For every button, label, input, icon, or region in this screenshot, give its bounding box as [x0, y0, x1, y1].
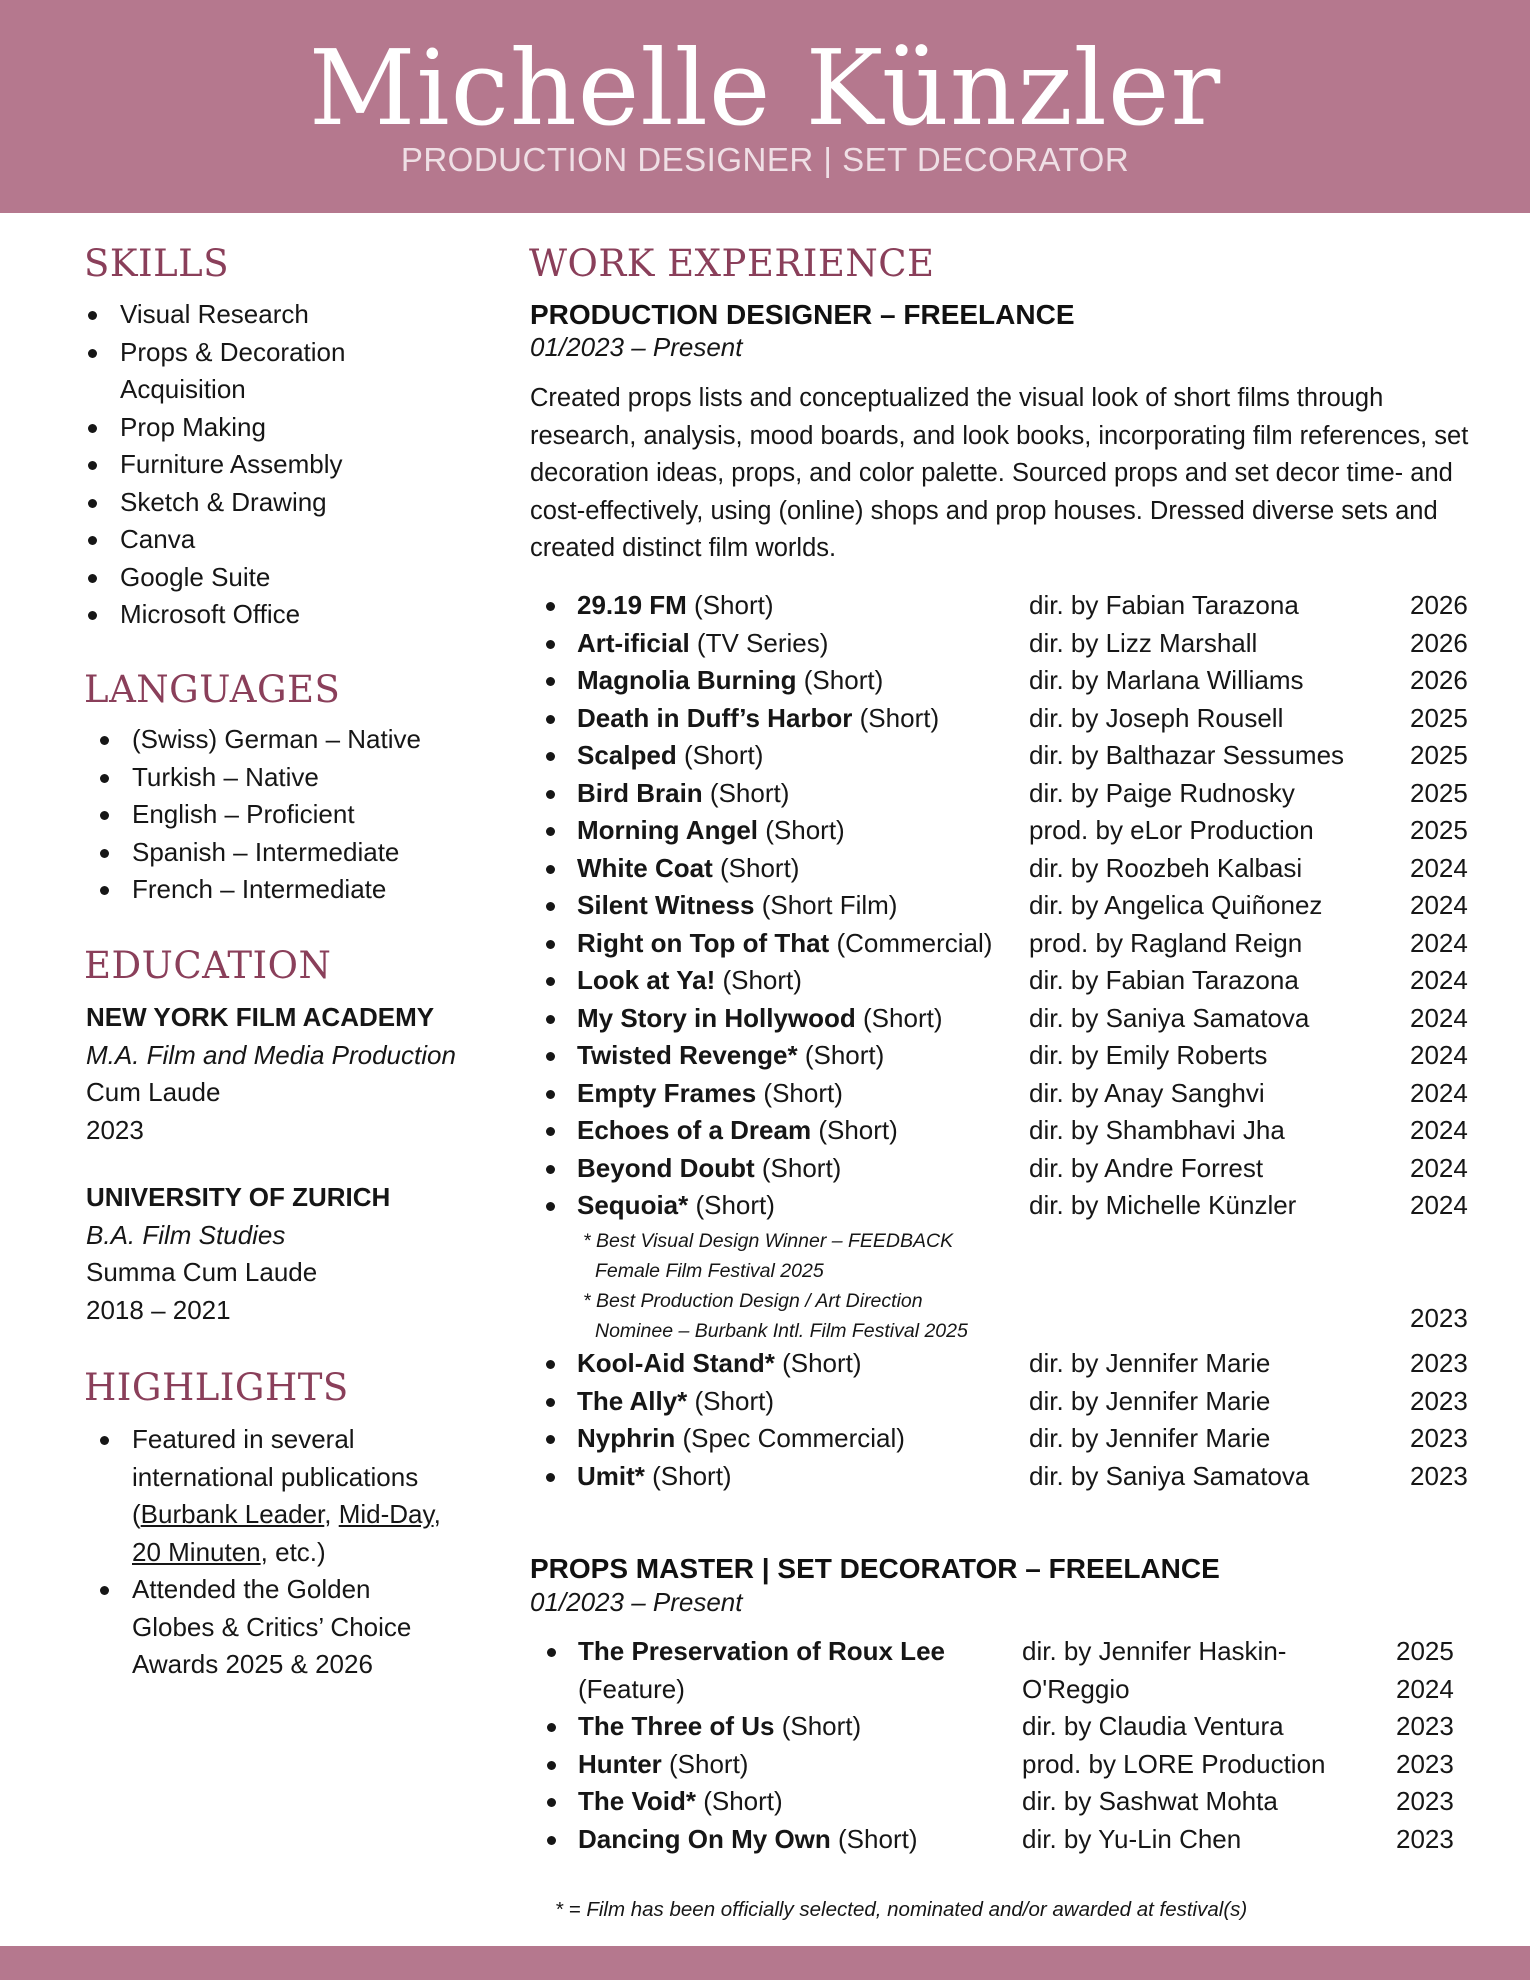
credit-year: 2023	[1410, 1423, 1468, 1453]
credit-director: prod. by Ragland Reign	[1029, 927, 1303, 958]
credit-row	[530, 925, 1490, 963]
credit-director: dir. by Jennifer Marie	[1029, 1423, 1271, 1453]
skill-item: Sketch & Drawing	[84, 484, 484, 522]
credit-row	[530, 1037, 1490, 1075]
bullet-dot	[546, 1360, 555, 1369]
film-type: (Short)	[676, 740, 764, 770]
language-item: English – Proficient	[96, 796, 496, 834]
props-credits-list	[530, 1633, 1490, 1858]
school-name: UNIVERSITY OF ZURICH	[86, 1182, 391, 1212]
bullet-dot	[546, 865, 555, 874]
language-item: Turkish – Native	[96, 759, 496, 797]
credit-row	[530, 850, 1490, 888]
credit-director: prod. by LORE Production	[1022, 1748, 1326, 1779]
film-title: Hunter	[578, 1748, 662, 1779]
credit-title	[577, 1420, 905, 1458]
film-title: Silent Witness	[577, 890, 755, 920]
credit-year: 2025	[1410, 740, 1468, 770]
film-title: The Void*	[578, 1786, 696, 1816]
highlights-list	[96, 1421, 516, 1684]
credit-year: 2024	[1410, 852, 1468, 883]
person-name: Michelle Künzler	[308, 27, 1222, 149]
credit-title	[577, 587, 774, 625]
credit-row	[530, 587, 1490, 625]
credit-title	[578, 1746, 748, 1784]
bullet-dot	[547, 1648, 556, 1657]
credit-year: 2024	[1410, 1115, 1468, 1145]
credit-year: 2026	[1410, 590, 1468, 620]
film-type: (Short)	[754, 1152, 842, 1183]
credit-title	[577, 812, 845, 850]
bullet-dot	[547, 1836, 556, 1845]
job-date: 01/2023 – Present	[530, 332, 743, 362]
job-role: PRODUCTION DESIGNER | SET DECORATOR	[400, 141, 1130, 178]
bullet-dot	[546, 1052, 555, 1061]
language-item: French – Intermediate	[96, 871, 496, 909]
skill-item: Visual Research	[84, 296, 484, 334]
credit-year: 2024	[1410, 927, 1468, 958]
bullet-dot	[546, 640, 555, 649]
bullet-dot	[546, 1015, 555, 1024]
job-description: Created props lists and conceptualized the visual look of short films through research, analysis, mood boards, and look books, incorporating film references, set decoration ideas, props, and color palette. Sourced props and set decor time- and cost-effectively, using (online) shops and prop houses. Dressed diverse sets and created distinct film worlds.	[530, 384, 1469, 562]
film-title: Bird Brain	[577, 777, 703, 808]
credit-row	[530, 1420, 1490, 1458]
credit-director: dir. by Angelica Quiñonez	[1029, 890, 1323, 920]
film-type: (TV Series)	[689, 627, 829, 658]
credit-director: dir. by Lizz Marshall	[1029, 627, 1258, 658]
film-title: Kool-Aid Stand*	[577, 1348, 775, 1378]
years: 2018 – 2021	[86, 1294, 231, 1325]
credit-director: dir. by Shambhavi Jha	[1029, 1115, 1285, 1145]
film-type: (Short)	[695, 1786, 783, 1816]
20-minuten-link[interactable]: 20 Minuten	[132, 1536, 261, 1567]
education-heading: EDUCATION	[84, 944, 332, 987]
credit-row	[530, 1783, 1490, 1821]
credit-row	[530, 1671, 1490, 1709]
footer-banner	[0, 1946, 1530, 1980]
credit-year: 2024	[1410, 1190, 1468, 1220]
credit-title	[578, 1783, 783, 1821]
credit-title	[577, 1037, 884, 1075]
film-type: (Short)	[774, 1711, 862, 1741]
credit-director: dir. by Sashwat Mohta	[1022, 1786, 1278, 1816]
award-note: Female Film Festival 2025	[595, 1260, 824, 1282]
bullet-dot	[546, 715, 555, 724]
credit-director: prod. by eLor Production	[1029, 815, 1314, 845]
credit-director: dir. by Joseph Rousell	[1029, 702, 1284, 733]
credit-row	[530, 1345, 1490, 1383]
note-year: 2023	[1410, 1303, 1468, 1333]
film-type: (Short)	[688, 1190, 775, 1220]
credit-year: 2025	[1410, 702, 1468, 733]
credit-director: dir. by Balthazar Sessumes	[1029, 740, 1345, 770]
credit-director: dir. by Andre Forrest	[1029, 1152, 1264, 1183]
credit-year: 2023	[1410, 1385, 1468, 1416]
award-note: Nominee – Burbank Intl. Film Festival 2025	[595, 1320, 968, 1342]
film-type: (Feature)	[578, 1673, 685, 1704]
credit-year: 2023	[1396, 1786, 1454, 1816]
credit-row	[530, 1458, 1490, 1496]
credit-year: 2025	[1410, 777, 1468, 808]
bullet-dot	[546, 602, 555, 611]
bullet-dot	[546, 752, 555, 761]
credit-title	[577, 1345, 862, 1383]
header-banner	[0, 0, 1530, 213]
skill-item: Furniture Assembly	[84, 446, 484, 484]
film-type: (Short)	[855, 1002, 943, 1033]
credit-year: 2023	[1410, 1348, 1468, 1378]
film-type: (Spec Commercial)	[675, 1423, 905, 1453]
credit-title	[578, 1708, 861, 1746]
credit-title	[577, 1075, 843, 1113]
credit-year: 2023	[1396, 1823, 1454, 1854]
film-title: Magnolia Burning	[577, 665, 797, 695]
languages-heading: LANGUAGES	[84, 668, 341, 711]
languages-list	[96, 721, 496, 909]
film-title: Morning Angel	[577, 815, 759, 845]
credit-title	[577, 775, 789, 813]
work-experience-heading: WORK EXPERIENCE	[529, 242, 935, 285]
film-type: (Short)	[797, 1040, 885, 1070]
skill-item: Microsoft Office	[84, 596, 484, 634]
skills-list	[84, 296, 484, 634]
film-title: Scalped	[577, 740, 677, 770]
film-type: (Short)	[758, 815, 845, 845]
credit-director: dir. by Anay Sanghvi	[1029, 1077, 1265, 1108]
credit-year: 2023	[1396, 1711, 1454, 1741]
bullet-dot	[546, 1127, 555, 1136]
film-title: Empty Frames	[577, 1077, 757, 1108]
credit-year: 2024	[1410, 1077, 1468, 1108]
film-title: Umit*	[577, 1460, 645, 1491]
credit-title	[577, 1000, 942, 1038]
credit-year: 2024	[1410, 965, 1468, 995]
education-school-1	[86, 999, 506, 1149]
credit-title	[577, 625, 828, 663]
credit-director: dir. by Claudia Ventura	[1022, 1711, 1284, 1741]
credit-year: 2025	[1410, 815, 1468, 845]
credit-row	[530, 1383, 1490, 1421]
language-item: Spanish – Intermediate	[96, 834, 496, 872]
film-title: 29.19 FM	[577, 590, 687, 620]
credit-title	[577, 962, 802, 1000]
job-title-props-master: PROPS MASTER | SET DECORATOR – FREELANCE	[530, 1553, 1220, 1584]
credit-row	[530, 737, 1490, 775]
film-type: (Short)	[796, 665, 884, 695]
credits-list	[530, 587, 1490, 1225]
credit-year: 2023	[1396, 1748, 1454, 1779]
degree: M.A. Film and Media Production	[86, 1039, 456, 1070]
credit-year: 2023	[1410, 1460, 1468, 1491]
credit-director: dir. by Jennifer Haskin-	[1022, 1636, 1287, 1666]
bullet-dot	[546, 902, 555, 911]
credit-row	[530, 1187, 1490, 1225]
credit-title	[577, 925, 992, 963]
credit-director: O'Reggio	[1022, 1673, 1130, 1704]
bullet-dot	[546, 1202, 555, 1211]
film-type: (Short)	[702, 777, 790, 808]
credit-title	[577, 1187, 775, 1225]
bullet-dot	[547, 1723, 556, 1732]
film-title: Beyond Doubt	[577, 1152, 755, 1183]
degree: B.A. Film Studies	[86, 1219, 286, 1250]
credit-title	[578, 1633, 945, 1671]
film-type: (Short)	[687, 1385, 774, 1416]
film-title: Nyphrin	[577, 1423, 676, 1453]
credit-director: dir. by Emily Roberts	[1029, 1040, 1268, 1070]
film-title: Sequoia*	[577, 1190, 689, 1220]
footnote: * = Film has been officially selected, nominated and/or awarded at festival(s)	[555, 1898, 1248, 1921]
credit-year: 2024	[1410, 1040, 1468, 1070]
skill-item-text: Acquisition	[120, 374, 246, 404]
credit-row	[530, 1150, 1490, 1188]
film-title: Dancing On My Own	[578, 1823, 831, 1854]
credit-year: 2024	[1396, 1673, 1454, 1704]
credit-row	[530, 1633, 1490, 1671]
credit-row	[530, 887, 1490, 925]
film-type: (Short)	[811, 1115, 898, 1145]
job-date: 01/2023 – Present	[530, 1587, 743, 1617]
school-name: NEW YORK FILM ACADEMY	[86, 1002, 435, 1032]
credit-director: dir. by Yu-Lin Chen	[1022, 1823, 1242, 1854]
bullet-dot	[546, 790, 555, 799]
credit-title	[577, 700, 939, 738]
credit-row	[530, 1708, 1490, 1746]
credit-title	[577, 1458, 732, 1496]
skill-item: Canva	[84, 521, 484, 559]
bullet-dot	[546, 977, 555, 986]
credit-director: dir. by Paige Rudnosky	[1029, 777, 1295, 808]
film-type: (Short)	[830, 1823, 918, 1854]
bullet-dot	[546, 1435, 555, 1444]
credit-row	[530, 625, 1490, 663]
film-title: Echoes of a Dream	[577, 1115, 812, 1145]
film-title: Art-ificial	[577, 627, 690, 658]
credit-director: dir. by Marlana Williams	[1029, 665, 1304, 695]
film-type: (Short)	[644, 1460, 732, 1491]
credit-title	[577, 662, 883, 700]
credit-year: 2024	[1410, 890, 1468, 920]
credit-row	[530, 700, 1490, 738]
credit-year: 2024	[1410, 1002, 1468, 1033]
years: 2023	[86, 1114, 144, 1145]
credit-row	[530, 775, 1490, 813]
film-type: (Short Film)	[754, 890, 898, 920]
credit-year: 2024	[1410, 1152, 1468, 1183]
film-title: My Story in Hollywood	[577, 1002, 856, 1033]
film-type: (Short)	[774, 1348, 862, 1378]
film-type: (Short)	[715, 965, 802, 995]
bullet-dot	[546, 1398, 555, 1407]
film-type: (Short)	[712, 852, 800, 883]
bullet-dot	[546, 677, 555, 686]
credit-director: dir. by Roozbeh Kalbasi	[1029, 852, 1303, 883]
bullet-dot	[546, 1473, 555, 1482]
credits-list	[530, 1345, 1490, 1495]
film-title: White Coat	[577, 852, 713, 883]
film-title: The Three of Us	[578, 1711, 775, 1741]
bullet-dot	[547, 1761, 556, 1770]
film-title: Twisted Revenge*	[577, 1040, 798, 1070]
credit-title	[578, 1821, 917, 1859]
credit-year: 2025	[1396, 1636, 1454, 1666]
credit-row	[530, 812, 1490, 850]
credit-director: dir. by Saniya Samatova	[1029, 1460, 1310, 1491]
film-type: (Short)	[686, 590, 774, 620]
bullet-dot	[546, 940, 555, 949]
highlights-heading: HIGHLIGHTS	[84, 1366, 349, 1409]
credit-title	[577, 1150, 841, 1188]
skill-item: Prop Making	[84, 409, 484, 447]
credit-director: dir. by Fabian Tarazona	[1029, 965, 1299, 995]
bullet-dot	[547, 1798, 556, 1807]
film-title: Look at Ya!	[577, 965, 716, 995]
film-title: Death in Duff’s Harbor	[577, 702, 853, 733]
burbank-leader-link[interactable]: Burbank Leader	[140, 1499, 325, 1529]
credit-row	[530, 1746, 1490, 1784]
credit-title	[577, 1112, 898, 1150]
credit-row	[530, 1112, 1490, 1150]
honor: Cum Laude	[86, 1077, 221, 1107]
credit-row	[530, 1075, 1490, 1113]
credit-director: dir. by Saniya Samatova	[1029, 1002, 1310, 1033]
film-type: (Short)	[852, 702, 940, 733]
award-note: * Best Visual Design Winner – FEEDBACK	[583, 1230, 954, 1252]
credit-title	[577, 737, 763, 775]
bullet-dot	[546, 1165, 555, 1174]
language-item: (Swiss) German – Native	[96, 721, 496, 759]
highlight-item: Featured in several international publications (Burbank Leader, Mid-Day, 20 Minuten, etc.)	[96, 1421, 516, 1571]
credit-director: dir. by Michelle Künzler	[1029, 1190, 1297, 1220]
film-type: (Commercial)	[829, 927, 993, 958]
credit-year: 2026	[1410, 627, 1468, 658]
film-title: The Preservation of Roux Lee	[578, 1636, 945, 1666]
job-title-production-designer: PRODUCTION DESIGNER – FREELANCE	[530, 299, 1075, 330]
credit-row	[530, 962, 1490, 1000]
credit-title	[578, 1671, 685, 1709]
film-type: (Short)	[661, 1748, 749, 1779]
film-title: Right on Top of That	[577, 927, 830, 958]
credit-row	[530, 1000, 1490, 1038]
credit-year: 2026	[1410, 665, 1468, 695]
honor: Summa Cum Laude	[86, 1257, 318, 1287]
credit-director: dir. by Jennifer Marie	[1029, 1385, 1271, 1416]
film-type: (Short)	[756, 1077, 843, 1108]
education-school-2	[86, 1179, 506, 1329]
skill-item: Google Suite	[84, 559, 484, 597]
credit-director: dir. by Fabian Tarazona	[1029, 590, 1299, 620]
award-note: * Best Production Design / Art Direction	[583, 1290, 923, 1312]
highlight-item: Attended the Golden Globes & Critics’ Choice Awards 2025 & 2026	[96, 1571, 516, 1684]
mid-day-link[interactable]: Mid-Day	[338, 1499, 434, 1529]
credit-title	[577, 887, 897, 925]
credit-title	[577, 850, 799, 888]
credit-row	[530, 662, 1490, 700]
credit-row	[530, 1821, 1490, 1859]
skills-heading: SKILLS	[84, 242, 230, 285]
credit-director: dir. by Jennifer Marie	[1029, 1348, 1271, 1378]
skill-item: Props & Decoration	[84, 334, 484, 372]
bullet-dot	[546, 827, 555, 836]
film-title: The Ally*	[577, 1385, 688, 1416]
credit-title	[577, 1383, 774, 1421]
bullet-dot	[546, 1090, 555, 1099]
skill-item-continued	[84, 371, 484, 409]
